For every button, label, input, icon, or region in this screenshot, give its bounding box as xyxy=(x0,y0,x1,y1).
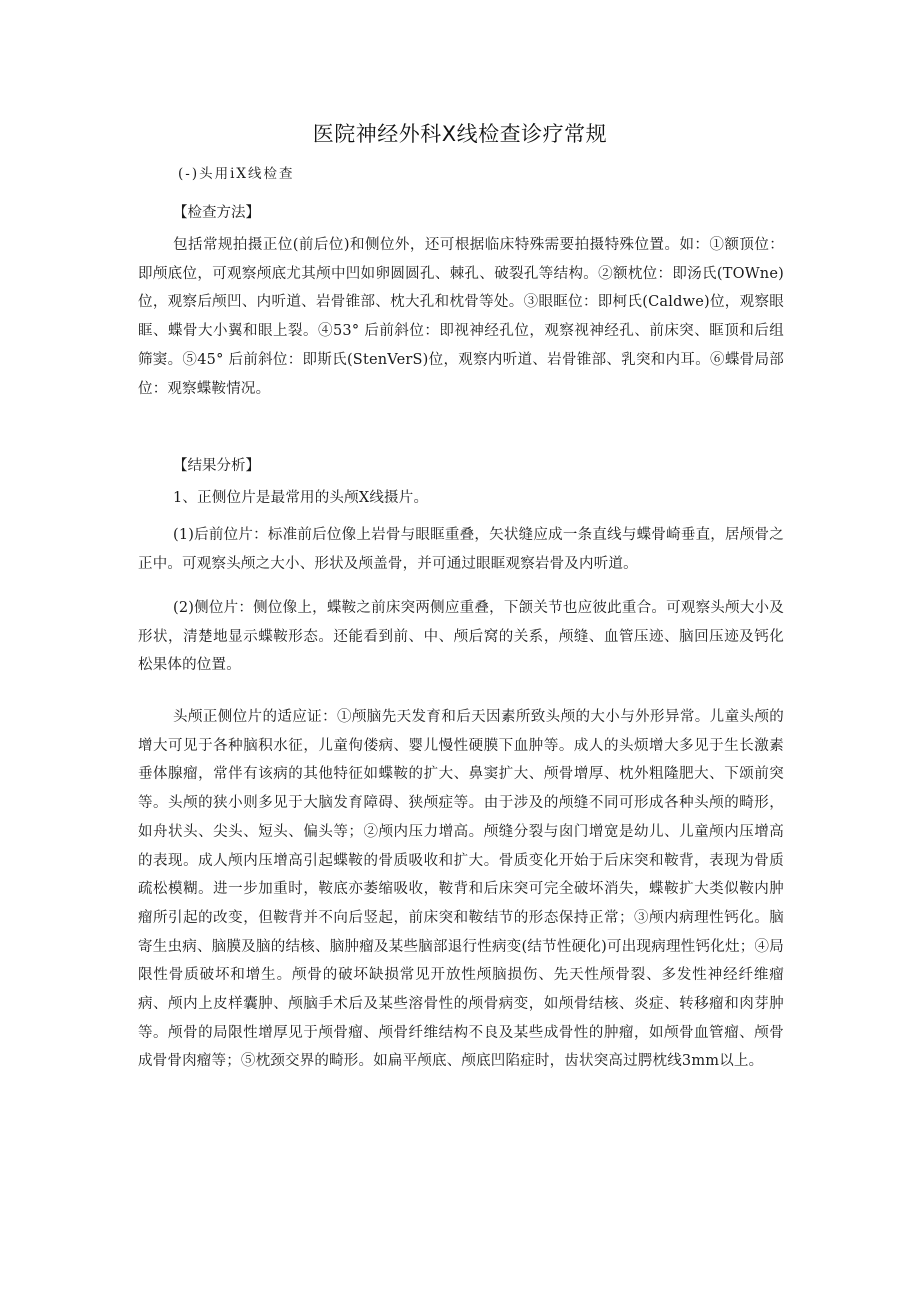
method-paragraph: 包括常规拍摄正位(前后位)和侧位外，还可根据临床特殊需要拍摄特殊位置。如：①额顶位：即颅底位，可观察颅底尤其颅中凹如卵圆圆孔、棘孔、破裂孔等结构。②额枕位：即汤氏(TOWne)位，观察后颅凹、内听道、岩骨锥部、枕大孔和枕骨等处。③眼眶位：即柯氏(Caldwe)位，观察眼眶、蝶骨大小翼和眼上裂。④53° 后前斜位：即视神经孔位，观察视神经孔、前床突、眶顶和后组筛窦。⑤45° 后前斜位：即斯氏(StenVerS)位，观察内听道、岩骨锥部、乳突和内耳。⑥蝶骨局部位：观察蝶鞍情况。 xyxy=(138,237,784,397)
result-heading: 【结果分析】 xyxy=(173,458,260,474)
result-item-1-2: (2)侧位片：侧位像上，蝶鞍之前床突两侧应重叠，下颌关节也应彼此重合。可观察头颅大小及形状，清楚地显示蝶鞍形态。还能看到前、中、颅后窝的关系，颅缝、血管压迹、脑回压迹及钙化松果体的位置。 xyxy=(138,600,784,674)
method-heading: 【检查方法】 xyxy=(173,205,260,221)
page-title: 医院神经外科X线检查诊疗常规 xyxy=(312,122,608,146)
section-subtitle: (-)头用iX线检查 xyxy=(178,166,295,182)
result-item-1: 1、正侧位片是最常用的头颅X线摄片。 xyxy=(173,490,429,506)
result-item-1-1: (1)后前位片：标准前后位像上岩骨与眼眶重叠，矢状缝应成一条直线与蝶骨崎垂直，居颅骨之正中。可观察头颅之大小、形状及颅盖骨，并可通过眼眶观察岩骨及内听道。 xyxy=(138,527,784,572)
indications-paragraph: 头颅正侧位片的适应证：①颅脑先天发育和后天因素所致头颅的大小与外形异常。儿童头颅的增大可见于各种脑积水征，儿童佝偻病、婴儿慢性硬膜下血肿等。成人的头烦增大多见于生长激素垂体腺瘤，常伴有该病的其他特征如蝶鞍的扩大、鼻窦扩大、颅骨增厚、枕外粗隆肥大、下颂前突等。头颅的狭小则多见于大脑发育障碍、狭颅症等。由于涉及的颅缝不同可形成各种头颅的畸形，如舟状头、尖头、短头、偏头等；②颅内压力增高。颅缝分裂与囱门增宽是幼儿、儿童颅内压增高的表现。成人颅内压增高引起蝶鞍的骨质吸收和扩大。骨质变化开始于后床突和鞍背，表现为骨质疏松模糊。进一步加重时，鞍底亦萎缩吸收，鞍背和后床突可完全破坏消失，蝶鞍扩大类似鞍内肿瘤所引起的改变，但鞍背并不向后竖起，前床突和鞍结节的形态保持正常；③颅内病理性钙化。脑寄生虫病、脑膜及脑的结核、脑肿瘤及某些脑部退行性病变(结节性硬化)可出现病理性钙化灶；④局限性骨质破坏和增生。颅骨的破坏缺损常见开放性颅脑损伤、先天性颅骨裂、多发性神经纤维瘤病、颅内上皮样囊肿、颅脑手术后及某些溶骨性的颅骨病变，如颅骨结核、炎症、转移瘤和肉芽肿等。颅骨的局限性增厚见于颅骨瘤、颅骨纤维结构不良及某些成骨性的肿瘤，如颅骨血管瘤、颅骨成骨骨肉瘤等；⑤枕颈交界的畸形。如扁平颅底、颅底凹陷症时，齿状突高过腭枕线3mm以上。 xyxy=(138,709,784,1070)
